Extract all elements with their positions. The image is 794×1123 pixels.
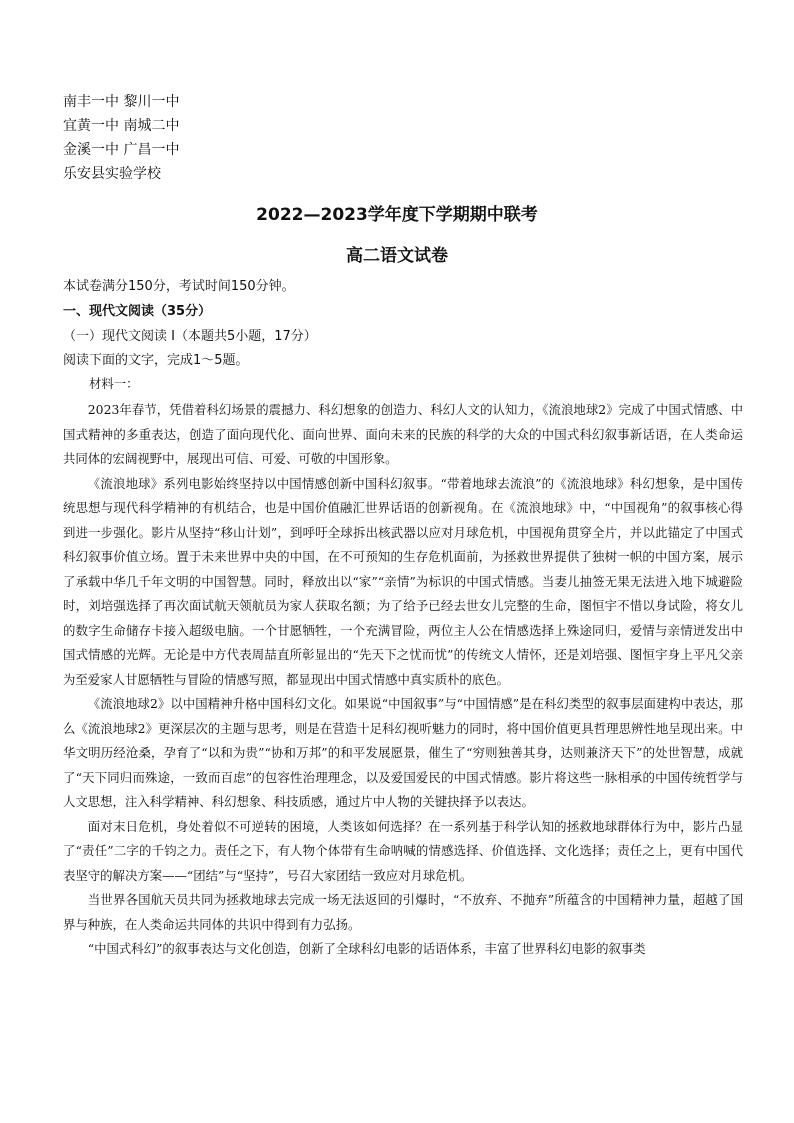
subject-title: 高二语文试卷 [346,246,448,266]
school-line: 金溪一中 广昌一中 [63,142,180,158]
paragraph: 2023年春节，凭借着科幻场景的震撼力、科幻想象的创造力、科幻人文的认知力，《流浪地球2》完成了中国式情感、中国式精神的多重表达，创造了面向现代化、面向世界、面向未来的民族的科学的大众的中国式科幻叙事新话语，在人类命运共同体的宏阔视野中，展现出可信、可爱、可敬的中国形象。 [63,402,743,466]
exam-title: 2022—2023学年度下学期期中联考 [256,205,538,225]
exam-note: 本试卷满分150分，考试时间150分钟。 [63,279,295,294]
school-line: 乐安县实验学校 [63,166,161,182]
paragraph: 当世界各国航天员共同为拯救地球去完成一场无法返回的引爆时，“不放弃、不抛弃”所蕴含的中国精神力量，超越了国界与种族，在人类命运共同体的共识中得到有力弘扬。 [63,892,743,932]
section-heading: 一、现代文阅读（35分） [63,304,212,319]
material-body [63,398,743,962]
subsection-heading: （一）现代文阅读 I（本题共5小题，17分） [63,329,317,344]
school-list [63,90,179,186]
school-line: 南丰一中 黎川一中 [63,94,180,110]
paragraph: 面对末日危机，身处着似不可逆转的困境，人类该如何选择？在一系列基于科学认知的拯救地球群体行为中，影片凸显了“责任”二字的千钧之力。责任之下，有人物个体带有生命呐喊的情感选择、价值选择、文化选择；责任之上，更有中国代表坚守的解决方案——“团结”与“坚持”，号召大家团结一致应对月球危机。 [63,818,743,883]
material-label: 材料一： [89,376,139,391]
paragraph: “中国式科幻”的叙事表达与文化创造，创新了全球科幻电影的话语体系，丰富了世界科幻电影的叙事类 [87,941,646,956]
paragraph: 《流浪地球2》以中国精神升格中国科幻文化。如果说“中国叙事”与“中国情感”是在科幻类型的叙事层面建构中表达，那么《流浪地球2》更深层次的主题与思考，则是在营造十足科幻视听魅力的同时，将中国价值更具哲理思辨性地呈现出来。中华文明历经沧桑，孕育了“以和为贵”“协和万邦”的和平发展愿景，催生了“穷则独善其身，达则兼济天下”的处世智慧，成就了“天下同归而殊途，一致而百虑”的包容性治理理念，以及爱国爱民的中国式情感。影片将这些一脉相承的中国传统哲学与人文思想，注入科学精神、科幻想象、科技质感，通过片中人物的关键抉择予以表达。 [63,696,743,809]
reading-instruction: 阅读下面的文字，完成1～5题。 [63,353,249,368]
paragraph: 《流浪地球》系列电影始终坚持以中国情感创新中国科幻叙事。“带着地球去流浪”的《流浪地球》科幻想象，是中国传统思想与现代科学精神的有机结合，也是中国价值融汇世界话语的创新视角。在《流浪地球》中，“中国视角”的叙事核心得到进一步强化。影片从坚持“移山计划”，到呼吁全球拆出核武器以应对月球危机，中国视角贯穿全片，并以此锚定了中国式科幻叙事价值立场。置于未来世界中央的中国，在不可预知的生存危机面前，为拯救世界提供了独树一帜的中国方案，展示了承载中华几千年文明的中国智慧。同时，释放出以“家”“亲情”为标识的中国式情感。当妻儿抽签无果无法进入地下城避险时，刘培强选择了再次面试航天领航员为家人获取名额；为了给予已经去世女儿完整的生命，图恒宇不惜以身试险，将女儿的数字生命储存卡接入超级电脑。一个甘愿牺牲，一个充满冒险，两位主人公在情感选择上殊途同归，爱情与亲情迸发出中国式情感的光辉。无论是中方代表周喆直所彰显出的“先天下之忧而忧”的传统文人情怀，还是刘培强、图恒宇身上平凡父亲为至爱家人甘愿牺牲与冒险的情感写照，都显现出中国式情感中真实质朴的底色。 [63,475,743,687]
school-line: 宜黄一中 南城二中 [63,118,180,134]
